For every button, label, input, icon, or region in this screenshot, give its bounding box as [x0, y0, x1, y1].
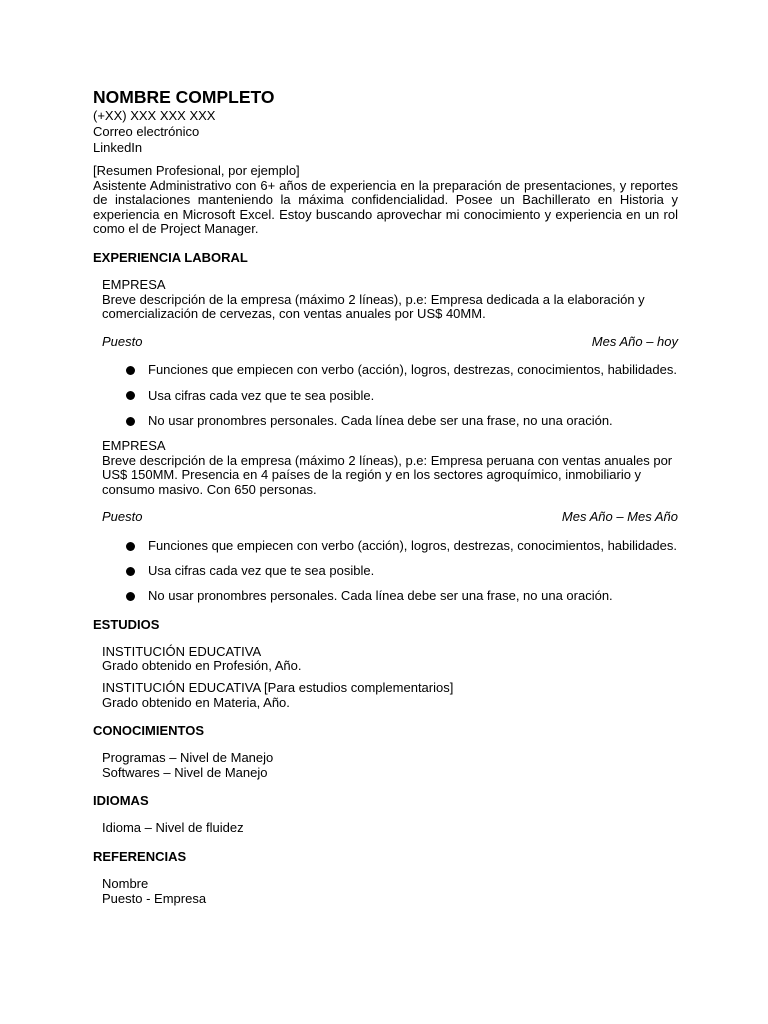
resume-content — [93, 87, 678, 906]
job-2-description: Breve descripción de la empresa (máximo 2 líneas), p.e: Empresa peruana con ventas anuales por US$ 150MM. Presencia en 4 países de la región y en los sectores agroquímico, inmobiliario y consumo masivo. Con 650 personas. — [102, 452, 673, 497]
references-title: REFERENCIAS — [93, 849, 187, 864]
education-degree: Grado obtenido en Profesión, Año. — [102, 658, 302, 674]
education-item-1 — [93, 645, 678, 674]
job-1 — [93, 278, 678, 322]
job-2-company: EMPRESA — [102, 437, 166, 453]
job-1-position-row — [93, 335, 678, 350]
education-institution: INSTITUCIÓN EDUCATIVA [Para estudios complementarios] — [102, 680, 454, 696]
bullet-icon — [126, 567, 135, 576]
list-item: Funciones que empiecen con verbo (acción), logros, destrezas, conocimientos, habilidades. — [93, 363, 678, 378]
list-item: Idioma – Nivel de fluidez — [102, 820, 244, 836]
experience-title: EXPERIENCIA LABORAL — [93, 249, 248, 265]
education-title: ESTUDIOS — [93, 616, 160, 632]
linkedin: LinkedIn — [93, 140, 143, 155]
job-2-bullets — [93, 539, 678, 604]
job-1-company: EMPRESA — [102, 276, 166, 292]
languages-list — [93, 821, 678, 836]
job-2-position: Puesto — [102, 509, 143, 525]
list-item: Usa cifras cada vez que te sea posible. — [93, 389, 678, 404]
list-item: Funciones que empiecen con verbo (acción), logros, destrezas, conocimientos, habilidades. — [93, 539, 678, 554]
job-1-description: Breve descripción de la empresa (máximo 2 líneas), p.e: Empresa dedicada a la elaboración y comercialización de cervezas, con ventas anuales por US$ 40MM. — [102, 291, 645, 322]
skills-list — [93, 751, 678, 780]
education-institution: INSTITUCIÓN EDUCATIVA — [102, 643, 262, 659]
bullet-icon — [126, 592, 135, 601]
summary-text: Asistente Administrativo con 6+ años de experiencia en la preparación de presentaciones, y reportes de instalaciones manteniendo la máxima confidencialidad. Posee un Bachillerato en Historia y experiencia en Microsoft Excel. Estoy buscando aprovechar mi conocimiento y experiencia en un rol como el de Project Manager. — [93, 177, 678, 237]
bullet-icon — [126, 366, 135, 375]
full-name: NOMBRE COMPLETO — [93, 87, 275, 107]
list-item: No usar pronombres personales. Cada línea debe ser una frase, no una oración. — [93, 589, 678, 604]
list-item: Softwares – Nivel de Manejo — [102, 764, 268, 780]
email: Correo electrónico — [93, 124, 200, 139]
references-list — [93, 877, 678, 906]
skills-title: CONOCIMIENTOS — [93, 723, 204, 739]
job-2 — [93, 439, 678, 497]
job-1-bullets — [93, 363, 678, 428]
job-2-dates: Mes Año – Mes Año — [561, 509, 678, 525]
languages-title: IDIOMAS — [93, 793, 149, 809]
bullet-icon — [126, 417, 135, 426]
education-degree: Grado obtenido en Materia, Año. — [102, 694, 290, 710]
bullet-icon — [126, 391, 135, 400]
job-1-position: Puesto — [102, 333, 143, 349]
bullet-icon — [126, 542, 135, 551]
phone: (+XX) XXX XXX XXX — [93, 108, 216, 123]
job-1-dates: Mes Año – hoy — [591, 333, 678, 349]
list-item: No usar pronombres personales. Cada línea debe ser una frase, no una oración. — [93, 414, 678, 429]
job-2-position-row — [93, 510, 678, 525]
summary-label: [Resumen Profesional, por ejemplo] — [93, 163, 300, 178]
education-item-2 — [93, 681, 678, 710]
list-item: Usa cifras cada vez que te sea posible. — [93, 564, 678, 579]
list-item: Programas – Nivel de Manejo — [102, 750, 274, 766]
list-item: Puesto - Empresa — [102, 890, 207, 906]
list-item: Nombre — [102, 876, 149, 891]
